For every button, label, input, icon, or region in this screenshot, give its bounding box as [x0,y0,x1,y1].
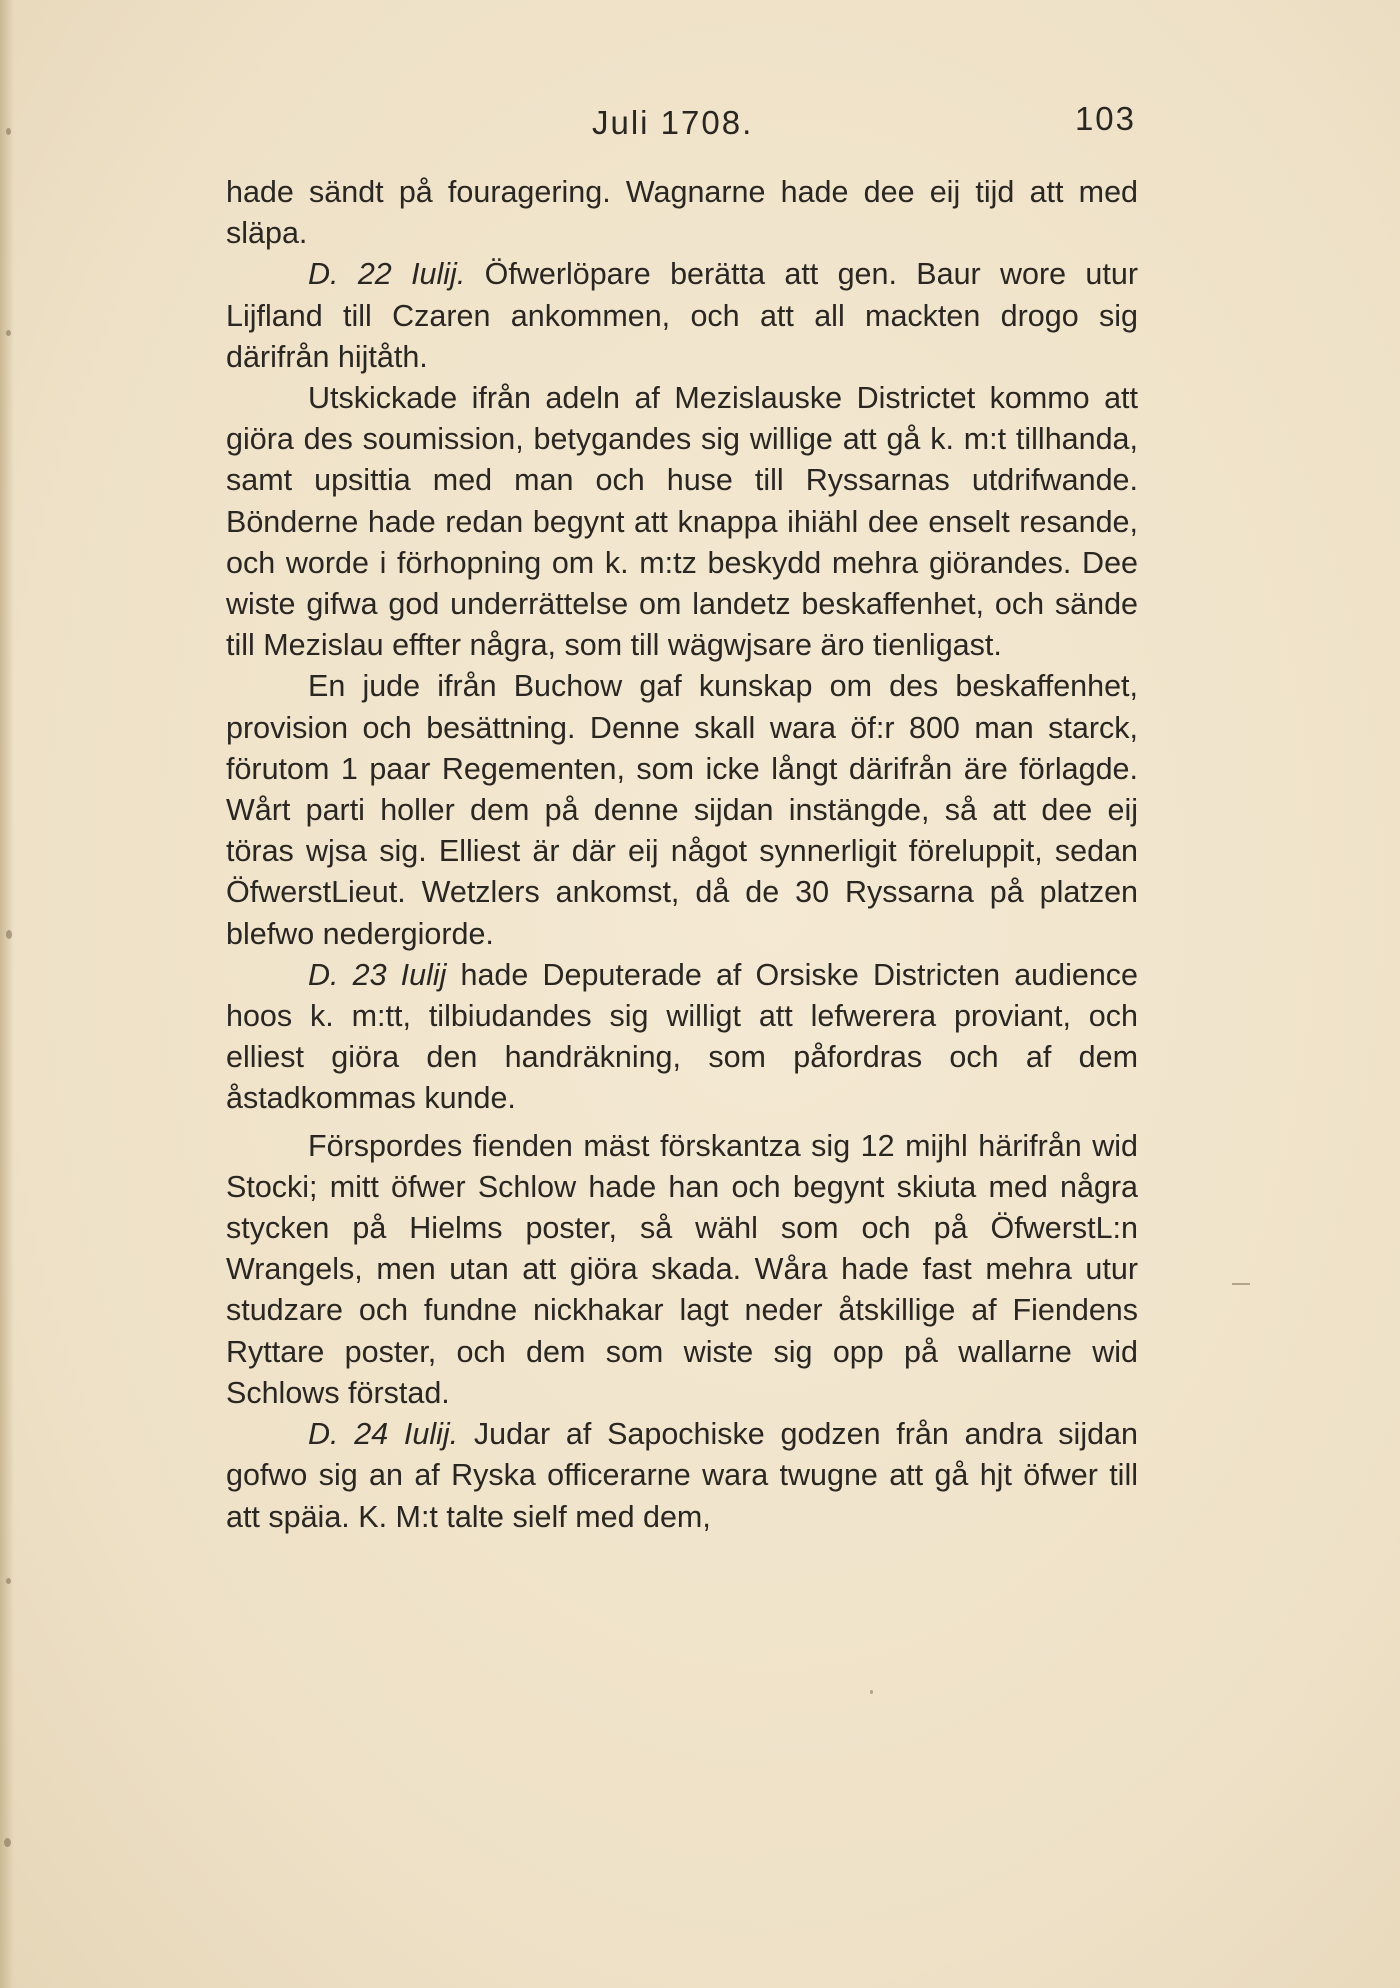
page-number: 103 [1074,100,1136,137]
paragraph-text: Utskickade ifrån adeln af Mezislauske Districtet kommo att giöra des soumission, betygandes sig willige att gå k. m:t tillhanda, samt upsittia med man och huse till Ryssarnas utdrifwande. Bönderne hade redan begynt att knappa ihiähl dee enselt resande, och worde i förhopning om k. m:tz beskydd mehra giörandes. Dee wiste gifwa god underrättelse om landetz beskaffenhet, och sände till Mezislau effter några, som till wägwjsare äro tienligast. [226,381,1138,663]
paragraph-text: Judar af Sapochiske godzen från andra sijdan gofwo sig an af Ryska officerarne wara twugne att gå hjt öfwer till att späia. K. M:t talte sielf med dem, [226,1417,1138,1534]
paragraph-1 [226,172,1138,254]
entry-date: D. 22 Iulij. [308,257,466,292]
page-header [236,100,1136,140]
paragraph-7 [226,1414,1138,1538]
paragraph-text: hade Deputerade af Orsiske Districten audience hoos k. m:tt, tilbiudandes sig willigt att lefwerera proviant, och elliest giöra den handräkning, som påfordras och af dem åstadkommas kunde. [226,957,1138,1116]
paper-speck [6,128,11,135]
paragraph-3 [226,378,1138,666]
paragraph-6 [226,1126,1138,1414]
paragraph-text: En jude ifrån Buchow gaf kunskap om des beskaffenhet, provision och besättning. Denne skall wara öf:r 800 man starck, förutom 1 paar Regementen, som icke långt därifrån äre förlagde. Wårt parti holler dem på denne sijdan instängde, så att dee eij töras wjsa sig. Elliest är där eij något synnerligit föreluppit, sedan ÖfwerstLieut. Wetzlers ankomst, då de 30 Ryssarna på platzen blefwo nedergiorde. [226,669,1138,951]
paper-speck [870,1690,873,1694]
paragraph-text: hade sändt på fouragering. Wagnarne hade dee eij tijd att med släpa. [226,175,1138,251]
paragraph-text: Förspordes fienden mäst förskantza sig 12 mijhl härifrån wid Stocki; mitt öfwer Schlow hade han och begynt skiuta med några stycken på Hielms poster, så wähl som och på ÖfwerstL:n Wrangels, men utan att giöra skada. Wåra hade fast mehra utur studzare och fundne nickhakar lagt neder åtskillige af Fiendens Ryttare poster, och dem som wiste sig opp på wallarne wid Schlows förstad. [226,1128,1138,1410]
paper-speck [6,330,11,336]
entry-date: D. 24 Iulij. [308,1417,459,1452]
page-edge-shadow [0,0,14,1988]
paper-speck [6,930,12,939]
paper-speck [4,1838,11,1847]
paragraph-text: Öfwerlöpare berätta att gen. Baur wore utur Lijfland till Czaren ankommen, och att all mackten drogo sig därifrån hijtåth. [226,257,1138,374]
margin-mark [1232,1283,1250,1285]
paragraph-5 [226,955,1138,1120]
body-text [226,172,1138,1538]
paragraph-4 [226,666,1138,954]
entry-date: D. 23 Iulij [308,957,447,992]
paragraph-2 [226,254,1138,378]
paper-speck [6,1578,11,1584]
running-head: Juli 1708. [592,104,754,141]
